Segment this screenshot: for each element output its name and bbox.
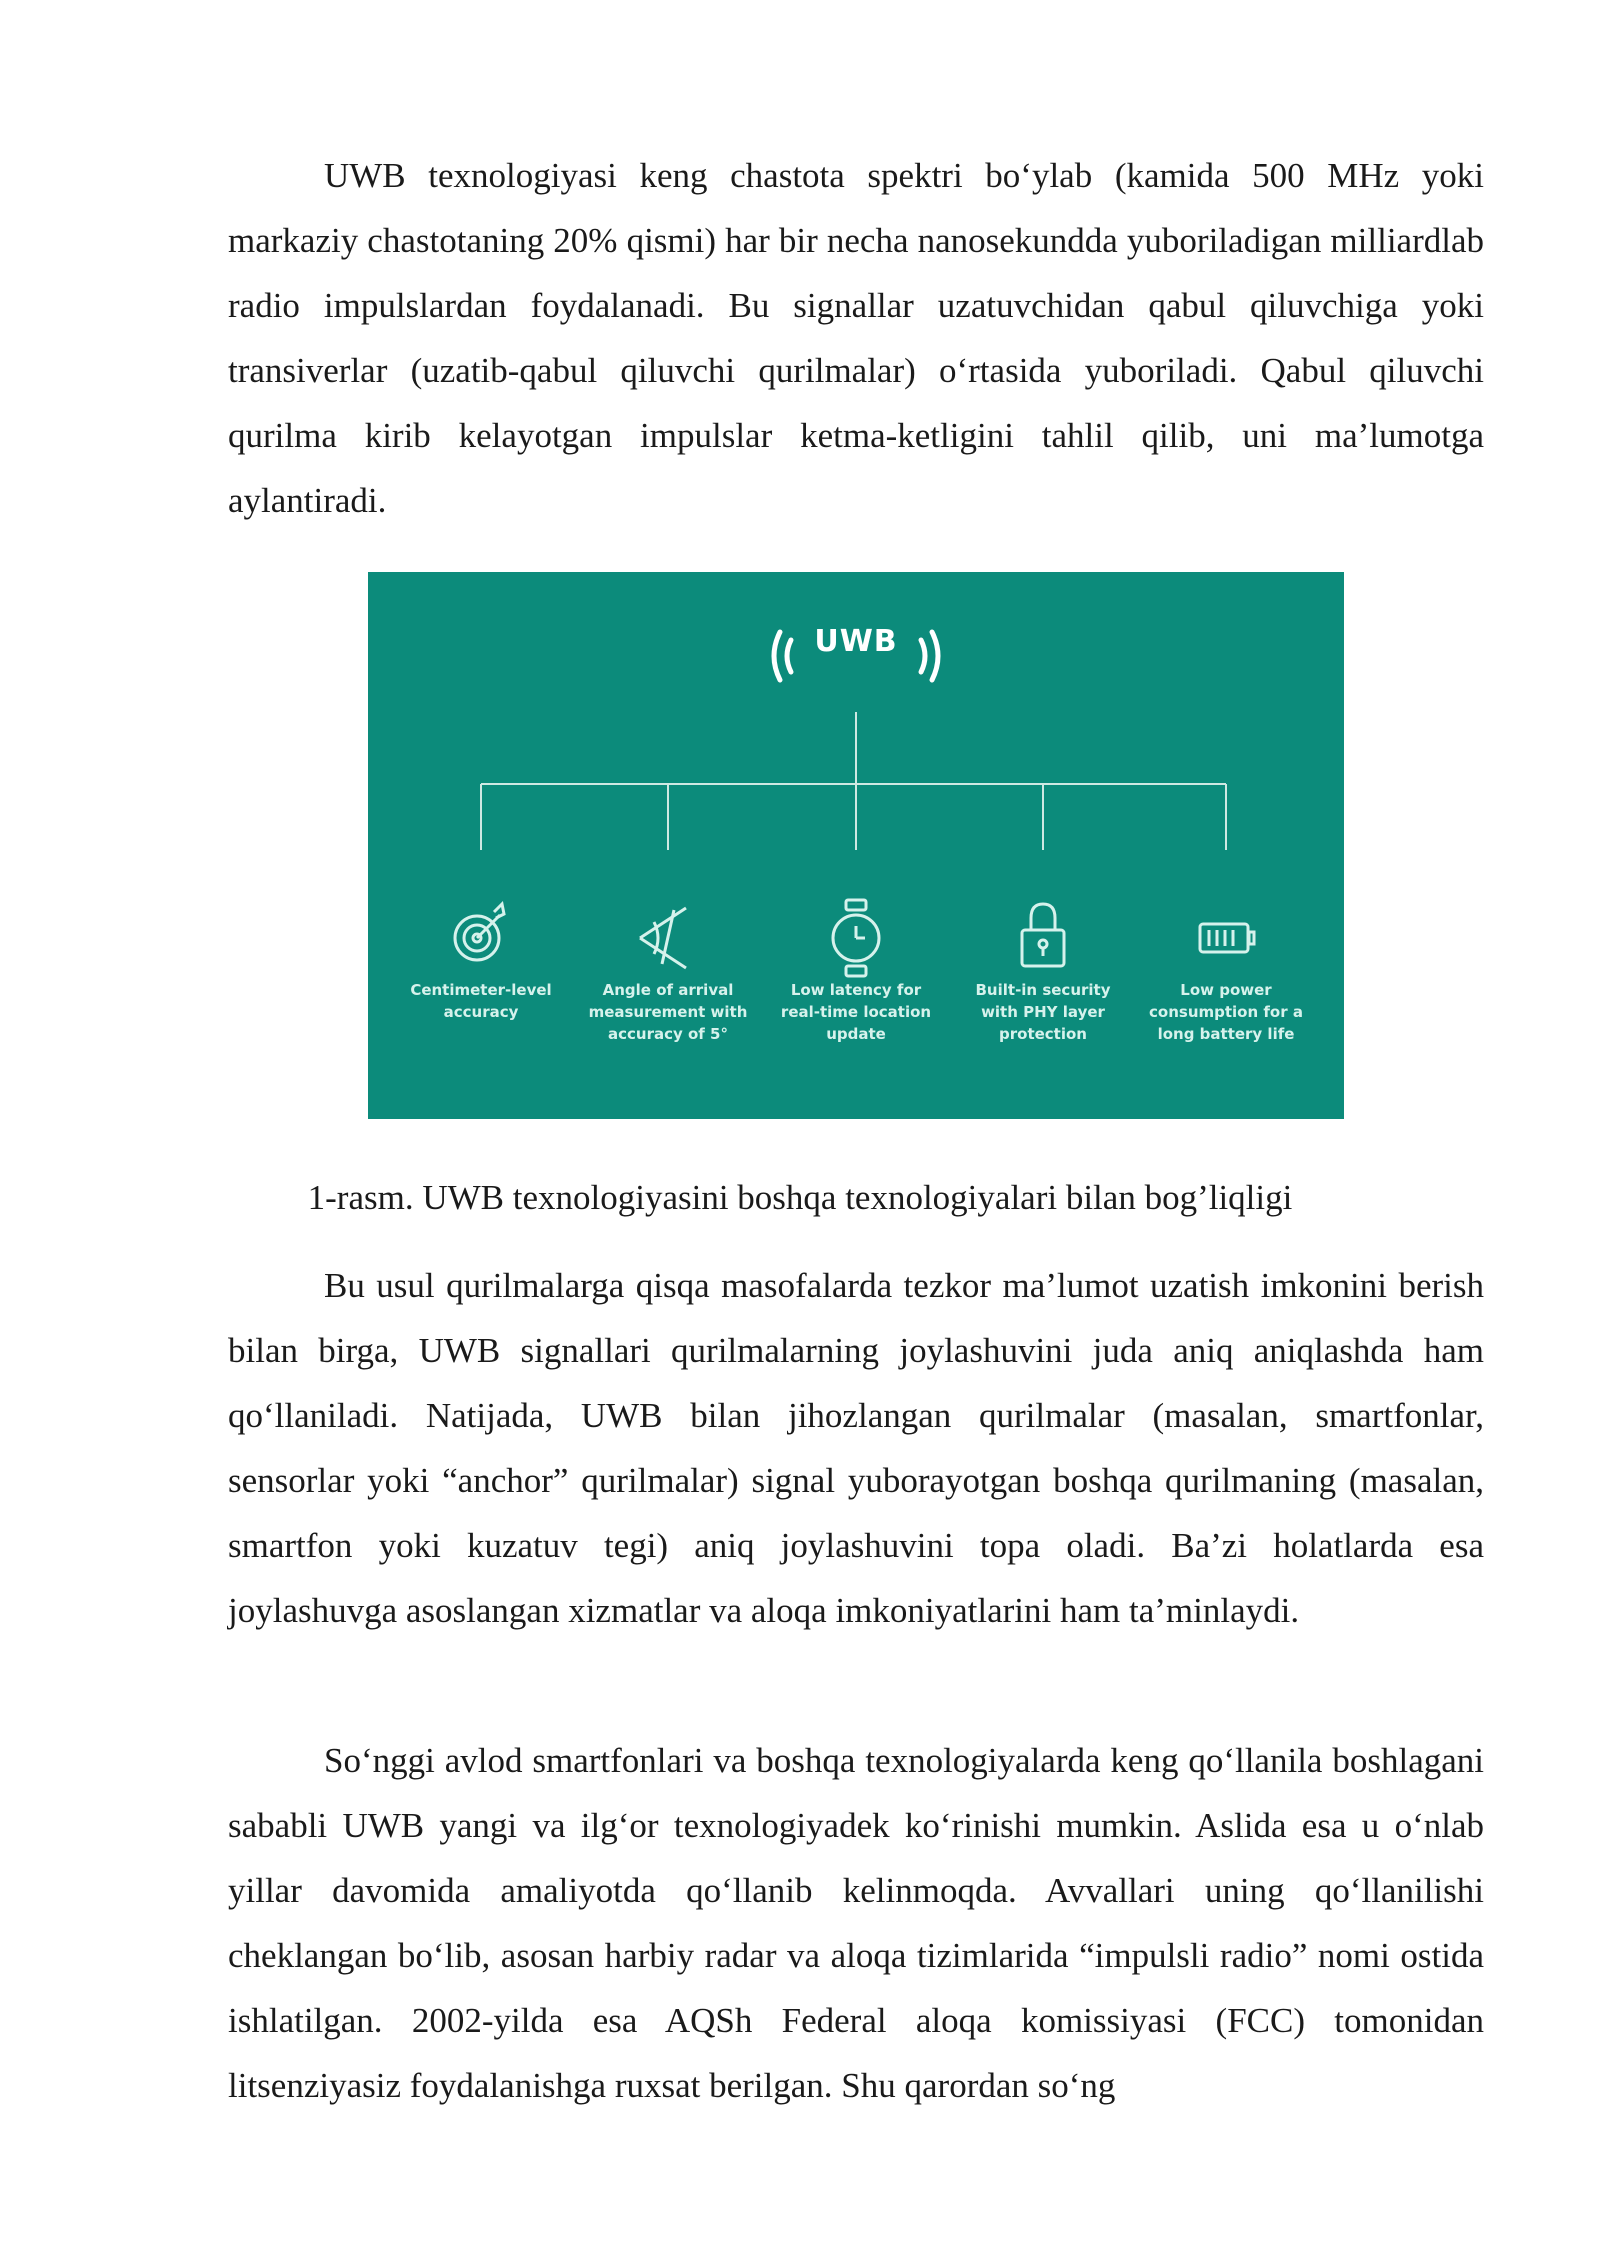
target-icon [455,904,504,960]
feature-label-angle: Angle of arrival measurement with accuracy of 5° [588,981,748,1043]
angle-icon [640,908,686,968]
watch-icon [833,900,879,976]
feature-label-accuracy: Centimeter-level accuracy [410,981,552,1021]
feature-label-power: Low power consumption for a long battery life [1149,981,1303,1043]
uwb-figure [368,572,1344,1119]
paragraph-1: UWB texnologiyasi keng chastota spektri bo‘ylab (kamida 500 MHz yoki markaziy chastotaning 20% qismi) har bir necha nanosekundda yuboriladigan milliardlab radio impulslardan foydalanadi. Bu signallar uzatuvchidan qabul qiluvchiga yoki transiverlar (uzatib-qabul qiluvchi qurilmalar) o‘rtasida yuboriladi. Qabul qiluvchi qurilma kirib kelayotgan impulslar ketma-ketligini tahlil qilib, uni ma’lumotga aylantiradi. [228,156,1484,520]
paragraph-3: So‘nggi avlod smartfonlari va boshqa texnologiyalarda keng qo‘llanila boshlagani sababli UWB yangi va ilg‘or texnologiyadek ko‘rinishi mumkin. Aslida esa u o‘nlab yillar davomida amaliyotda qo‘llanib kelinmoqda. Avvallari uning qo‘llanilishi cheklangan bo‘lib, asosan harbiy radar va aloqa tizimlarida “impulsli radio” nomi ostida ishlatilgan. 2002-yilda esa AQSh Federal aloqa komissiyasi (FCC) tomonidan litsenziyasiz foydalanishga ruxsat berilgan. Shu qarordan so‘ng [228,1741,1484,2105]
figure-caption: 1-rasm. UWB texnologiyasini boshqa texnologiyalari bilan bog’liqligi [307,1178,1293,1217]
battery-icon [1200,924,1254,952]
uwb-title: UWB [814,624,898,659]
paragraph-2: Bu usul qurilmalarga qisqa masofalarda tezkor ma’lumot uzatish imkonini berish bilan birga, UWB signallari qurilmalarning joylashuvini juda aniq aniqlashda ham qo‘llaniladi. Natijada, UWB bilan jihozlangan qurilmalar (masalan, smartfonlar, sensorlar yoki “anchor” qurilmalar) signal yuborayotgan boshqa qurilmaning (masalan, smartfon yoki kuzatuv tegi) aniq joylashuvini topa oladi. Ba’zi holatlarda esa joylashuvga asoslangan xizmatlar va aloqa imkoniyatlarini ham ta’minlaydi. [228,1266,1484,1630]
tree-connectors [481,712,1226,850]
lock-icon [1022,904,1064,966]
feature-label-latency: Low latency for real-time location update [780,981,932,1043]
feature-label-security: Built-in security with PHY layer protection [975,981,1111,1043]
